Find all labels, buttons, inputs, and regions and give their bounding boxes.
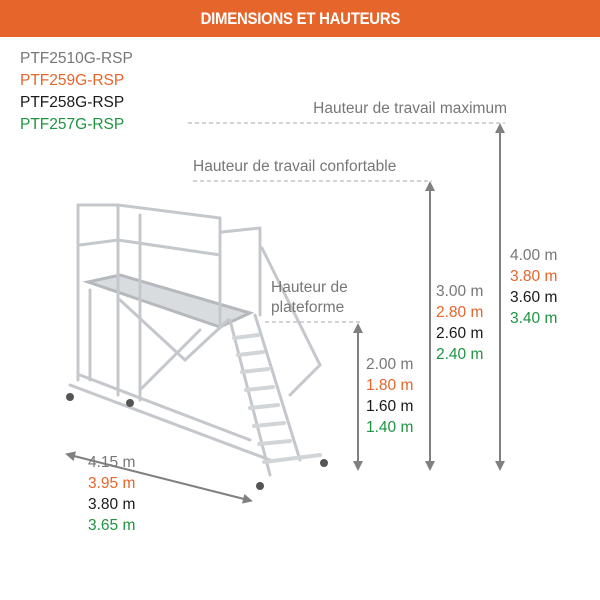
max-height-1: 4.00 m	[510, 247, 558, 264]
platform-height-3: 1.60 m	[366, 398, 414, 415]
model-1: PTF2510G-RSP	[20, 50, 133, 67]
label-platform-2: plateforme	[271, 299, 345, 316]
header-title: DIMENSIONS ET HAUTEURS	[200, 9, 400, 28]
max-height-2: 3.80 m	[510, 268, 558, 285]
comfort-height-3: 2.60 m	[436, 325, 484, 342]
comfort-height-1: 3.00 m	[436, 283, 484, 300]
length-3: 3.80 m	[88, 496, 136, 513]
label-comfort-height: Hauteur de travail confortable	[193, 158, 397, 175]
length-1: 4.15 m	[88, 454, 136, 471]
model-2: PTF259G-RSP	[20, 72, 125, 89]
max-height-4: 3.40 m	[510, 310, 558, 327]
platform-height-4: 1.40 m	[366, 419, 414, 436]
length-2: 3.95 m	[88, 475, 136, 492]
comfort-height-2: 2.80 m	[436, 304, 484, 321]
ladder-illustration	[66, 205, 328, 490]
comfort-height-4: 2.40 m	[436, 346, 484, 363]
length-4: 3.65 m	[88, 517, 136, 534]
model-3: PTF258G-RSP	[20, 94, 125, 111]
label-max-height: Hauteur de travail maximum	[313, 100, 507, 117]
platform-height-1: 2.00 m	[366, 356, 414, 373]
max-height-3: 3.60 m	[510, 289, 558, 306]
label-platform-1: Hauteur de	[271, 279, 348, 296]
model-4: PTF257G-RSP	[20, 116, 125, 133]
platform-height-2: 1.80 m	[366, 377, 414, 394]
